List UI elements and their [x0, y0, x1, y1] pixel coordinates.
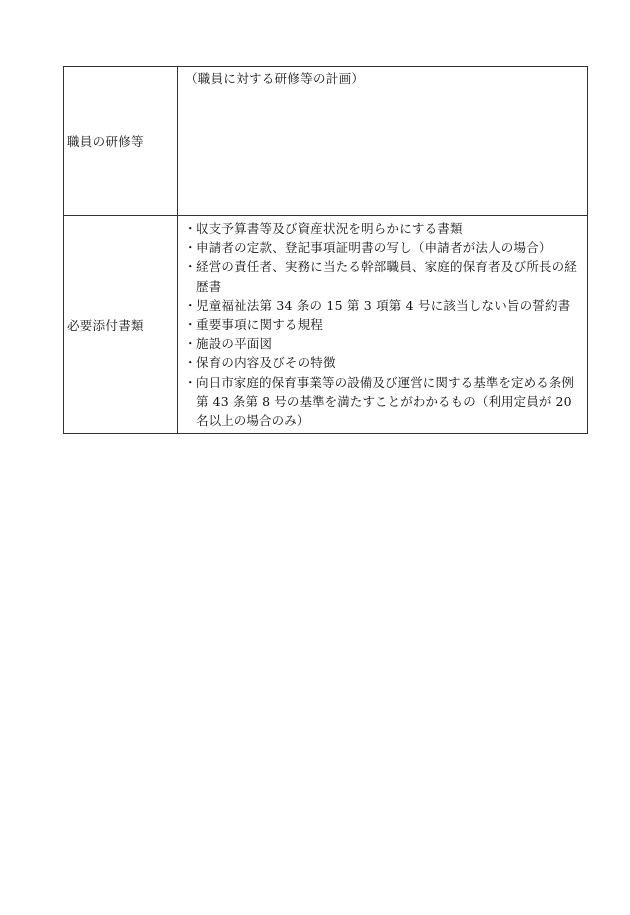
bullet-mark: ・	[184, 317, 197, 333]
staff-training-plan-cell	[178, 67, 588, 216]
training-plan-heading: （職員に対する研修等の計画）	[185, 71, 365, 86]
document-item-text: 施設の平面図	[196, 336, 273, 352]
list-item	[184, 238, 583, 257]
bullet-mark: ・	[184, 259, 197, 275]
list-item	[184, 353, 583, 372]
bullet-mark: ・	[184, 374, 197, 390]
list-item	[184, 315, 583, 334]
required-documents-list	[178, 216, 587, 433]
document-item-text: 向日市家庭的保育事業等の設備及び運営に関する基準を定める条例第 43 条第 8 号の基準を満たすことがわかるもの（利用定員が 20 名以上の場合のみ）	[196, 374, 575, 429]
row-label-required-documents: 必要添付書類	[64, 216, 178, 434]
document-item-text: 重要事項に関する規程	[196, 317, 324, 333]
bullet-mark: ・	[184, 336, 197, 352]
application-table	[63, 66, 588, 434]
list-item	[184, 373, 583, 431]
table-row-staff-training	[64, 67, 588, 216]
document-item-text: 児童福祉法第 34 条の 15 第 3 項第 4 号に該当しない旨の誓約書	[196, 297, 571, 313]
list-item	[184, 296, 583, 315]
table-row-required-documents	[64, 216, 588, 434]
document-item-text: 経営の責任者、実務に当たる幹部職員、家庭的保育者及び所長の経歴書	[196, 259, 578, 294]
document-item-text: 収支予算書等及び資産状況を明らかにする書類	[196, 221, 463, 236]
list-item	[184, 219, 583, 238]
bullet-mark: ・	[184, 355, 197, 371]
list-item	[184, 334, 583, 353]
bullet-mark: ・	[184, 297, 197, 313]
list-item	[184, 257, 583, 295]
required-documents-cell	[178, 216, 588, 434]
bullet-mark: ・	[184, 240, 197, 256]
document-item-text: 保育の内容及びその特徴	[196, 355, 336, 371]
row-label-staff-training: 職員の研修等	[64, 67, 178, 216]
document-item-text: 申請者の定款、登記事項証明書の写し（申請者が法人の場合）	[196, 240, 552, 256]
bullet-mark: ・	[184, 221, 197, 236]
